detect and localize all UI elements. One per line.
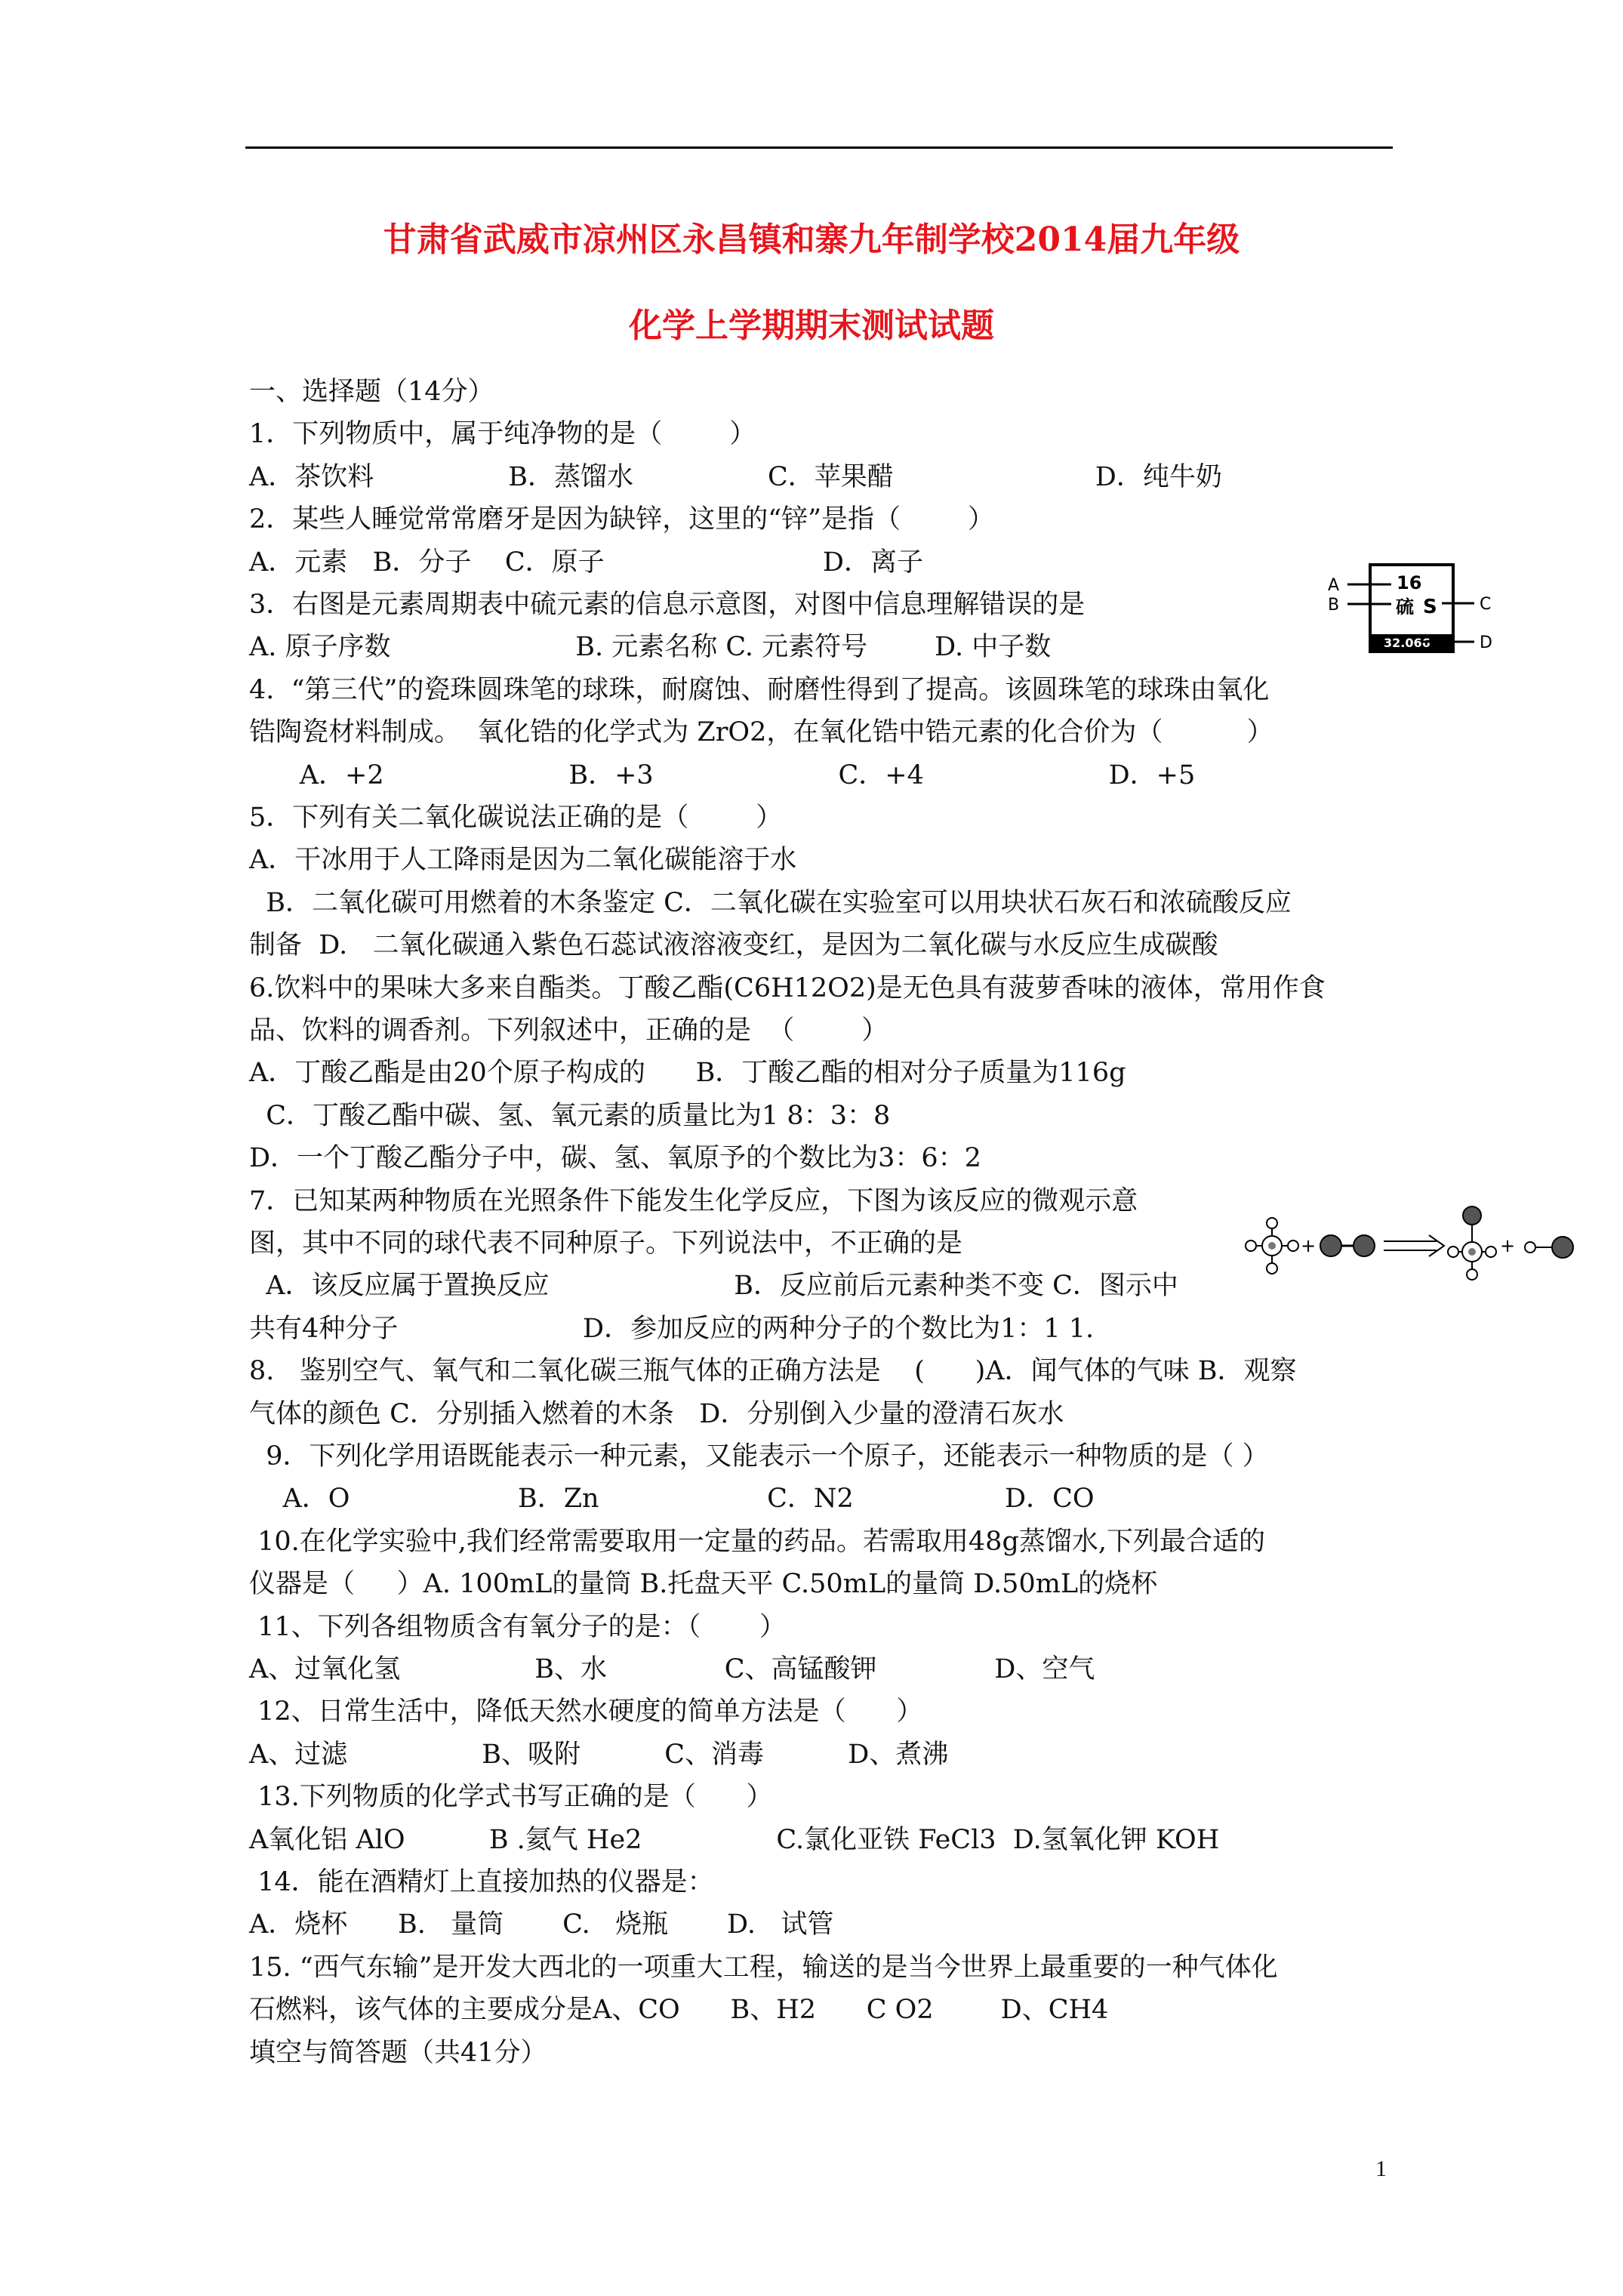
text-line: 气体的颜色 C．分别插入燃着的木条 D．分别倒入少量的澄清石灰水: [249, 1398, 1064, 1429]
sulfur-element-figure: [1325, 559, 1506, 661]
text-line: A. 原子序数 B. 元素名称 C. 元素符号 D. 中子数: [249, 632, 1052, 663]
text-line: 填空与简答题（共41分）: [249, 2037, 547, 2068]
text-line: B．二氧化碳可用燃着的木条鉴定 C．二氧化碳在实验室可以用块状石灰石和浓硫酸反应: [249, 887, 1292, 918]
text-line: 14．能在酒精灯上直接加热的仪器是：: [249, 1867, 714, 1897]
text-line: A．茶饮料 B．蒸馏水 C．苹果醋 D．纯牛奶: [249, 461, 1222, 492]
title-line-1: 甘肃省武威市凉州区永昌镇和寨九年制学校2014届九年级: [383, 220, 1240, 259]
text-line: 6.饮料中的果味大多来自酯类。丁酸乙酯(C6H12O2)是无色具有菠萝香味的液体，常用作食: [249, 972, 1326, 1003]
element-symbol: S: [1423, 596, 1437, 618]
product-molecule-2: [1525, 1237, 1573, 1258]
text-line: 11、下列各组物质含有氧分子的是：（ ）: [249, 1611, 787, 1642]
text-line: 一、选择题（14分）: [249, 377, 494, 407]
text-line: A氧化铝 AlO B .氦气 He2 C.氯化亚铁 FeCl3 D.氢氧化钾 KOH: [249, 1824, 1220, 1855]
text-line: 制备 D. 二氧化碳通入紫色石蕊试液溶液变红，是因为二氧化碳与水反应生成碳酸: [249, 930, 1218, 961]
text-line: 3．右图是元素周期表中硫元素的信息示意图，对图中信息理解错误的是: [249, 590, 1086, 620]
text-line: 2．某些人睡觉常常磨牙是因为缺锌，这里的“锌”是指（ ）: [249, 504, 995, 535]
text-line: 7．已知某两种物质在光照条件下能发生化学反应，下图为该反应的微观示意: [249, 1185, 1138, 1216]
callout-d-label: D: [1480, 633, 1492, 652]
reaction-diagram: [1242, 1200, 1585, 1287]
text-line: 共有4种分子 D．参加反应的两种分子的个数比为1：1 1.: [249, 1313, 1095, 1344]
text-line: 12、日常生活中，降低天然水硬度的简单方法是（ ）: [249, 1697, 923, 1727]
header-rule: [245, 146, 1393, 149]
text-line: A．O B．Zn C．N2 D．CO: [249, 1484, 1095, 1515]
text-line: 8. 鉴别空气、氧气和二氧化碳三瓶气体的正确方法是 ( )A．闻气体的气味 B．观察: [249, 1356, 1297, 1387]
text-line: 10.在化学实验中,我们经常需要取用一定量的药品。若需取用48g蒸馏水,下列最合适的: [249, 1526, 1265, 1557]
plus-sign-2: +: [1500, 1235, 1516, 1256]
element-name: 硫: [1396, 596, 1414, 618]
text-line: A．丁酸乙酯是由20个原子构成的 B．丁酸乙酯的相对分子质量为116g: [249, 1058, 1126, 1089]
text-line: 仪器是（ ）A. 100mL的量筒 B.托盘天平 C.50mL的量筒 D.50mL的烧杯: [249, 1569, 1158, 1600]
reactant-molecule-1: [1246, 1218, 1298, 1274]
text-line: 5．下列有关二氧化碳说法正确的是（ ）: [249, 803, 783, 833]
reaction-arrow: [1384, 1235, 1444, 1256]
title-line-2: 化学上学期期末测试试题: [629, 307, 994, 345]
text-line: 1．下列物质中，属于纯净物的是（ ）: [249, 419, 756, 450]
text-line: 13.下列物质的化学式书写正确的是（ ）: [249, 1782, 773, 1813]
callout-b-label: B: [1328, 596, 1340, 615]
text-line: A．干冰用于人工降雨是因为二氧化碳能溶于水: [249, 845, 797, 876]
text-line: 石燃料，该气体的主要成分是A、CO B、H2 C O2 D、CH4: [249, 1995, 1109, 2026]
text-line: 品、饮料的调香剂。下列叙述中，正确的是 （ ）: [249, 1015, 888, 1046]
text-line: 4. “第三代”的瓷珠圆珠笔的球珠，耐腐蚀、耐磨性得到了提高。该圆珠笔的球珠由氧化: [249, 674, 1270, 705]
plus-sign-1: +: [1301, 1235, 1317, 1256]
text-line: 图，其中不同的球代表不同种原子。下列说法中，不正确的是: [249, 1228, 963, 1259]
atomic-mass: 32.066: [1384, 636, 1431, 650]
text-line: C．丁酸乙酯中碳、氢、氧元素的质量比为1 8：3：8: [249, 1100, 891, 1131]
text-line: D．一个丁酸乙酯分子中，碳、氢、氧原予的个数比为3：6：2: [249, 1143, 981, 1174]
reactant-molecule-2: [1320, 1235, 1375, 1256]
text-line: 锆陶瓷材料制成。 氧化锆的化学式为 ZrO2，在氧化锆中锆元素的化合价为（ ）: [249, 717, 1273, 748]
text-line: A．该反应属于置换反应 B．反应前后元素种类不变 C．图示中: [249, 1271, 1178, 1302]
text-line: A．+2 B．+3 C．+4 D．+5: [249, 760, 1196, 791]
text-line: 15. “西气东输”是开发大西北的一项重大工程，输送的是当今世界上最重要的一种气体化: [249, 1952, 1278, 1983]
product-molecule-1: [1448, 1207, 1496, 1280]
text-line: A．烧杯 B. 量筒 C. 烧瓶 D. 试管: [249, 1909, 834, 1940]
text-line: A、过滤 B、吸附 C、消毒 D、煮沸: [249, 1739, 949, 1770]
atomic-number: 16: [1397, 572, 1422, 593]
text-line: A、过氧化氢 B、水 C、高锰酸钾 D、空气: [249, 1654, 1095, 1684]
text-line: A．元素 B．分子 C．原子 D．离子: [249, 547, 923, 578]
page-number: 1: [1375, 2156, 1387, 2181]
callout-c-label: C: [1480, 595, 1492, 614]
callout-a-label: A: [1328, 576, 1340, 595]
text-line: 9．下列化学用语既能表示一种元素，又能表示一个原子，还能表示一种物质的是（ ）: [249, 1441, 1269, 1472]
